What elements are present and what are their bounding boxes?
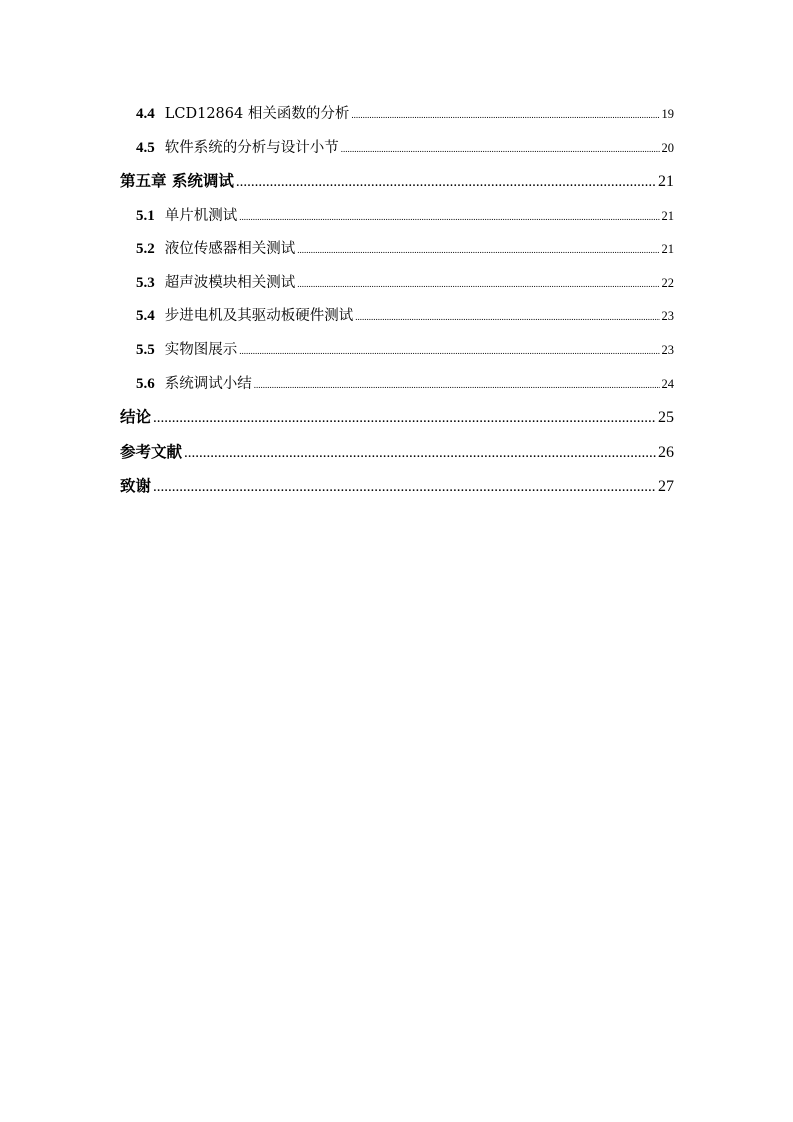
toc-entry-page: 25 <box>658 409 674 427</box>
toc-entry-page: 26 <box>658 443 674 461</box>
toc-entry-page: 19 <box>661 107 674 121</box>
toc-entry-title: 液位传感器相关测试 <box>164 241 296 258</box>
toc-entry-4-5[interactable] <box>120 136 674 170</box>
toc-dot-leader <box>254 380 660 390</box>
toc-dot-leader <box>355 312 659 322</box>
toc-dot-leader <box>239 346 659 356</box>
toc-entry-number: 5.2 <box>136 241 155 258</box>
toc-entry-title: 单片机测试 <box>164 207 238 224</box>
toc-entry-title: 步进电机及其驱动板硬件测试 <box>164 308 354 325</box>
toc-entry-4-4[interactable] <box>120 102 674 136</box>
toc-dot-leader <box>153 479 656 496</box>
toc-entry-title: 实物图展示 <box>164 341 238 358</box>
toc-entry-5-3[interactable] <box>120 271 674 305</box>
toc-entry-number: 5.1 <box>136 207 155 224</box>
toc-entry-title: 系统调试小结 <box>164 375 252 392</box>
toc-entry-page: 21 <box>661 242 674 257</box>
toc-dot-leader <box>239 212 659 222</box>
toc-entry-title: LCD12864 相关函数的分析 <box>164 106 350 122</box>
toc-entry-5-6[interactable] <box>120 372 674 406</box>
toc-entry-page: 21 <box>661 208 674 223</box>
toc-entry-title: 参考文献 <box>120 442 183 461</box>
toc-entry-5-1[interactable] <box>120 204 674 238</box>
toc-entry-title: 结论 <box>120 408 152 427</box>
toc-entry-number: 5.4 <box>136 308 155 325</box>
toc-dot-leader <box>236 174 656 191</box>
table-of-contents <box>120 102 674 508</box>
toc-entry-chapter-5[interactable] <box>120 169 674 203</box>
toc-dot-leader <box>153 410 656 427</box>
toc-entry-page: 20 <box>661 140 674 155</box>
toc-entry-title: 第五章 系统调试 <box>120 172 234 191</box>
toc-entry-title: 超声波模块相关测试 <box>164 274 296 291</box>
toc-entry-title: 软件系统的分析与设计小节 <box>164 139 339 156</box>
toc-entry-page: 24 <box>661 376 674 391</box>
toc-entry-number: 4.5 <box>136 139 155 156</box>
toc-dot-leader <box>184 445 656 462</box>
toc-entry-5-5[interactable] <box>120 338 674 372</box>
toc-entry-page: 27 <box>658 477 674 495</box>
toc-dot-leader <box>297 279 659 289</box>
toc-entry-5-2[interactable] <box>120 237 674 271</box>
toc-entry-number: 5.6 <box>136 375 155 392</box>
toc-entry-conclusion[interactable] <box>120 405 674 439</box>
toc-entry-page: 23 <box>661 342 674 357</box>
toc-entry-references[interactable] <box>120 440 674 474</box>
toc-entry-number: 5.5 <box>136 341 155 358</box>
toc-entry-number: 5.3 <box>136 274 155 291</box>
toc-entry-page: 23 <box>661 309 674 324</box>
toc-entry-title: 致谢 <box>120 476 152 495</box>
toc-entry-page: 21 <box>658 173 674 191</box>
toc-entry-number: 4.4 <box>136 106 155 122</box>
toc-dot-leader <box>297 245 659 255</box>
toc-entry-page: 22 <box>661 275 674 290</box>
toc-entry-5-4[interactable] <box>120 304 674 338</box>
toc-dot-leader <box>351 110 659 120</box>
toc-entry-acknowledgements[interactable] <box>120 474 674 508</box>
toc-dot-leader <box>341 144 660 154</box>
